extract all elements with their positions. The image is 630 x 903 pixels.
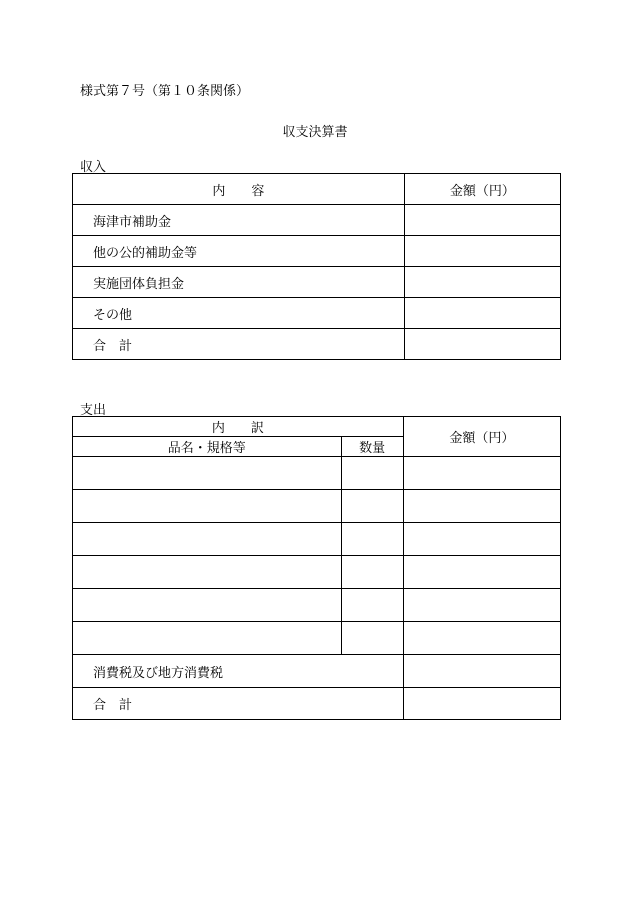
income-section-label: 収入 [80, 160, 107, 175]
document-title: 収支決算書 [282, 125, 348, 140]
expense-row [73, 490, 561, 523]
expense-row-item[interactable] [73, 490, 342, 523]
income-row-label: 実施団体負担金 [73, 267, 405, 298]
expense-row-qty[interactable] [341, 622, 403, 655]
income-row-amount[interactable] [404, 267, 560, 298]
expense-tax-row [73, 655, 561, 688]
expense-row [73, 622, 561, 655]
expense-row-item[interactable] [73, 523, 342, 556]
expense-row-item[interactable] [73, 457, 342, 490]
income-row [73, 205, 561, 236]
expense-section-label: 支出 [80, 403, 107, 418]
expense-row-amount[interactable] [403, 457, 560, 490]
income-row-label: 他の公的補助金等 [73, 236, 405, 267]
expense-row-amount[interactable] [403, 523, 560, 556]
income-row-label: 海津市補助金 [73, 205, 405, 236]
income-total-amount[interactable] [404, 329, 560, 360]
expense-total-amount[interactable] [403, 688, 560, 720]
expense-row-qty[interactable] [341, 523, 403, 556]
income-header-content: 内 容 [73, 174, 405, 205]
expense-total-row [73, 688, 561, 720]
expense-header-qty: 数量 [341, 437, 403, 457]
expense-row-item[interactable] [73, 589, 342, 622]
income-row-label: その他 [73, 298, 405, 329]
expense-row-amount[interactable] [403, 490, 560, 523]
expense-row-qty[interactable] [341, 589, 403, 622]
expense-header-breakdown: 内 訳 [73, 417, 404, 437]
expense-tax-label: 消費税及び地方消費税 [73, 655, 404, 688]
expense-row-qty[interactable] [341, 556, 403, 589]
expense-row-qty[interactable] [341, 490, 403, 523]
income-row-amount[interactable] [404, 298, 560, 329]
expense-total-label: 合 計 [73, 688, 404, 720]
expense-row [73, 523, 561, 556]
income-table [72, 173, 561, 360]
expense-row [73, 457, 561, 490]
expense-row-amount[interactable] [403, 556, 560, 589]
expense-row-amount[interactable] [403, 589, 560, 622]
income-header-row [73, 174, 561, 205]
income-row-amount[interactable] [404, 236, 560, 267]
income-row-amount[interactable] [404, 205, 560, 236]
expense-header-amount: 金額（円） [403, 417, 560, 457]
expense-row [73, 589, 561, 622]
expense-row-qty[interactable] [341, 457, 403, 490]
income-total-row [73, 329, 561, 360]
expense-row [73, 556, 561, 589]
expense-header-item: 品名・規格等 [73, 437, 342, 457]
expense-row-amount[interactable] [403, 622, 560, 655]
expense-table [72, 416, 561, 720]
income-total-label: 合 計 [73, 329, 405, 360]
expense-header-row [73, 417, 561, 437]
expense-row-item[interactable] [73, 556, 342, 589]
expense-tax-amount[interactable] [403, 655, 560, 688]
expense-row-item[interactable] [73, 622, 342, 655]
income-row [73, 236, 561, 267]
form-number: 様式第７号（第１０条関係） [80, 84, 250, 99]
income-row [73, 267, 561, 298]
income-header-amount: 金額（円） [404, 174, 560, 205]
income-row [73, 298, 561, 329]
